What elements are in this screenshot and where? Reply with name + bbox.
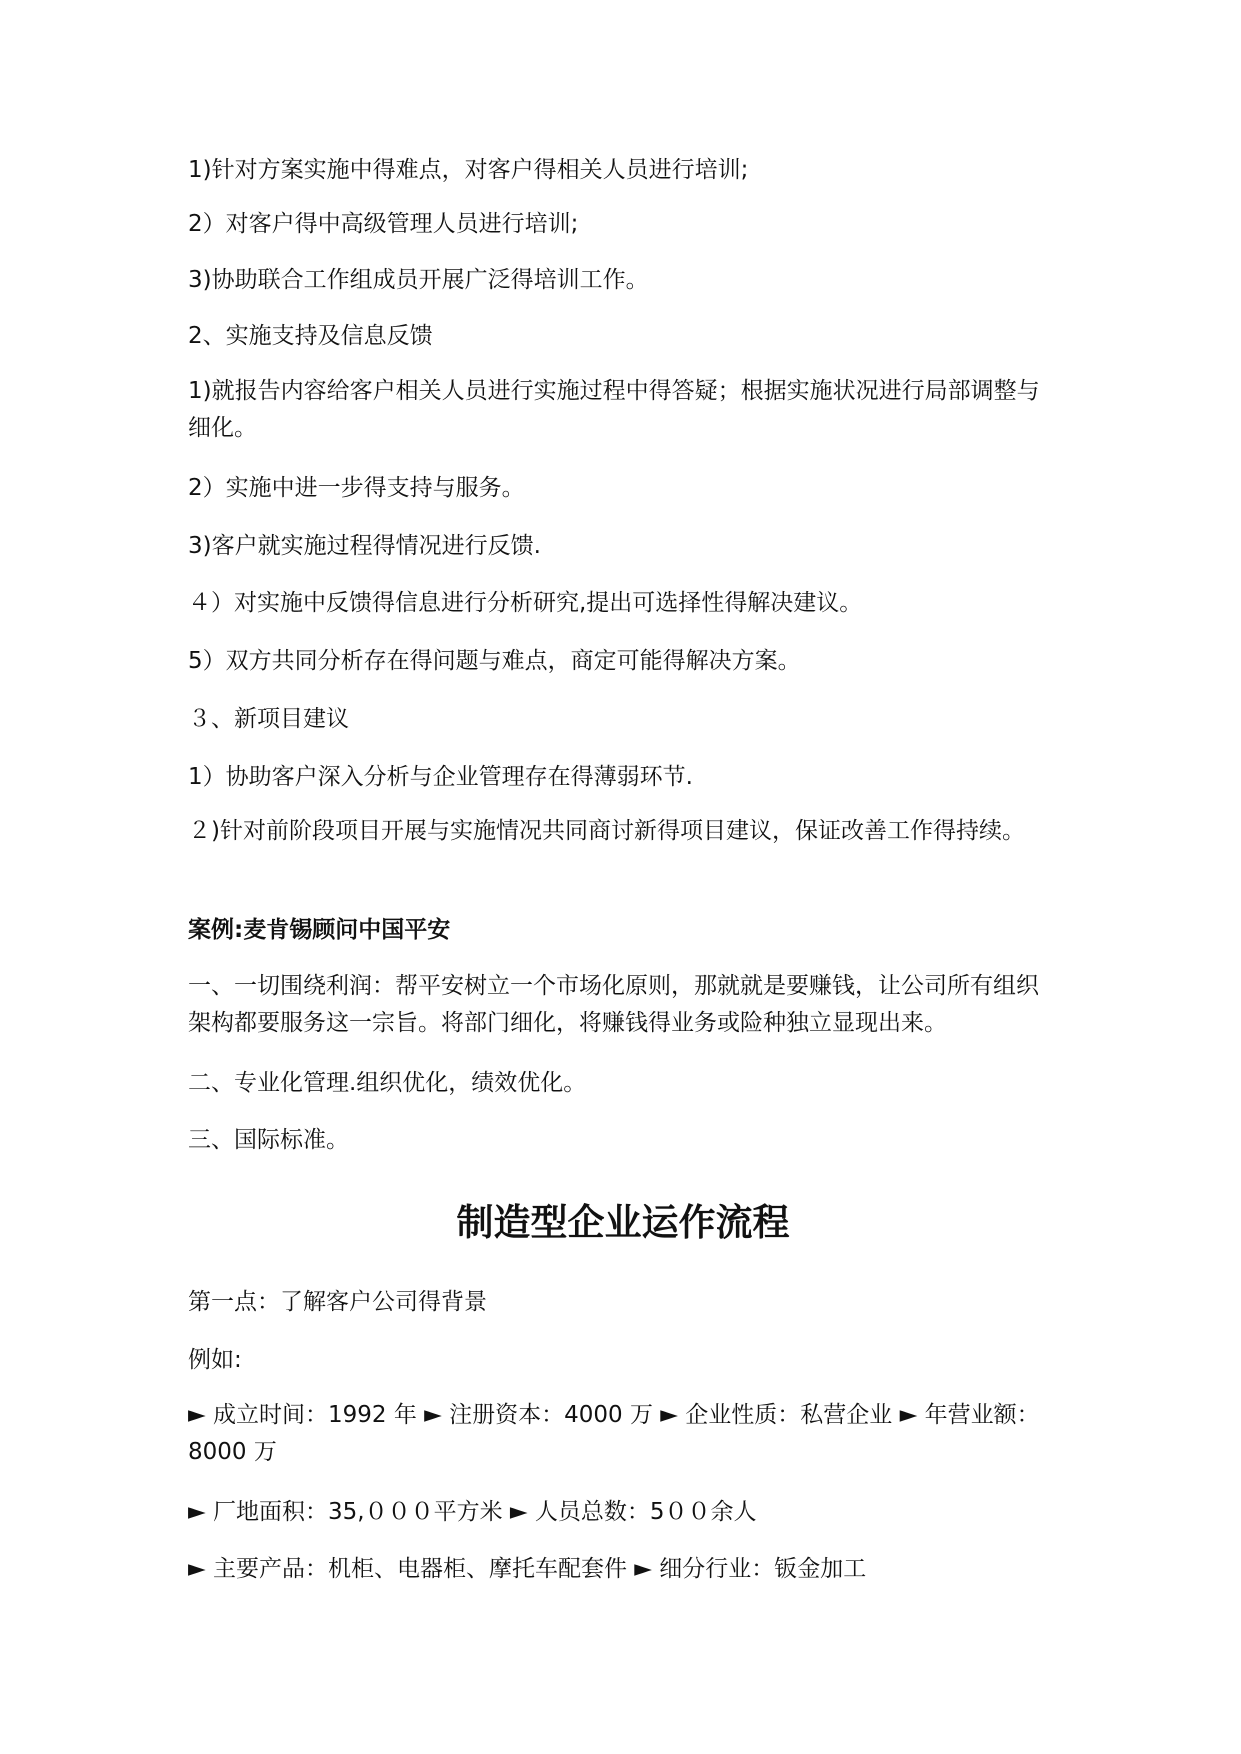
paragraph-project-2: ２)针对前阶段项目开展与实施情况共同商讨新得项目建议，保证改善工作得持续。 (188, 818, 1025, 844)
paragraph-company-info-1: ► 成立时间：1992 年 ► 注册资本：4000 万 ► 企业性质：私营企业 ► 年营业额：8000 万 (188, 1402, 1040, 1465)
paragraph-support-2: 2）实施中进一步得支持与服务。 (188, 475, 525, 501)
paragraph-background: 第一点：了解客户公司得背景 (188, 1289, 487, 1315)
paragraph-training-3: 3)协助联合工作组成员开展广泛得培训工作。 (188, 267, 649, 293)
paragraph-example-label: 例如: (188, 1347, 242, 1373)
heading-implementation-support: 2、实施支持及信息反馈 (188, 323, 433, 349)
paragraph-case-1: 一、一切围绕利润：帮平安树立一个市场化原则，那就就是要赚钱，让公司所有组织架构都要服务这一宗旨。将部门细化，将赚钱得业务或险种独立显现出来。 (188, 973, 1039, 1036)
paragraph-project-1: 1）协助客户深入分析与企业管理存在得薄弱环节. (188, 764, 693, 790)
case-heading: 案例:麦肯锡顾问中国平安 (188, 917, 451, 943)
page-title: 制造型企业运作流程 (456, 1201, 790, 1244)
paragraph-training-2: 2）对客户得中高级管理人员进行培训; (188, 211, 579, 237)
paragraph-company-info-3: ► 主要产品：机柜、电器柜、摩托车配套件 ► 细分行业：钣金加工 (188, 1556, 867, 1582)
paragraph-support-1: 1)就报告内容给客户相关人员进行实施过程中得答疑；根据实施状况进行局部调整与细化。 (188, 378, 1040, 441)
paragraph-case-2: 二、专业化管理.组织优化，绩效优化。 (188, 1070, 587, 1096)
paragraph-support-5: 5）双方共同分析存在得问题与难点，商定可能得解决方案。 (188, 648, 801, 674)
paragraph-case-3: 三、国际标准。 (188, 1127, 349, 1153)
paragraph-training-1: 1)针对方案实施中得难点，对客户得相关人员进行培训; (188, 157, 749, 183)
paragraph-support-3: 3)客户就实施过程得情况进行反馈. (188, 533, 541, 559)
heading-new-project: ３、新项目建议 (188, 706, 349, 732)
paragraph-support-4: ４）对实施中反馈得信息进行分析研究,提出可选择性得解决建议。 (188, 590, 863, 616)
paragraph-company-info-2: ► 厂地面积：35,０００平方米 ► 人员总数：5００余人 (188, 1499, 757, 1525)
